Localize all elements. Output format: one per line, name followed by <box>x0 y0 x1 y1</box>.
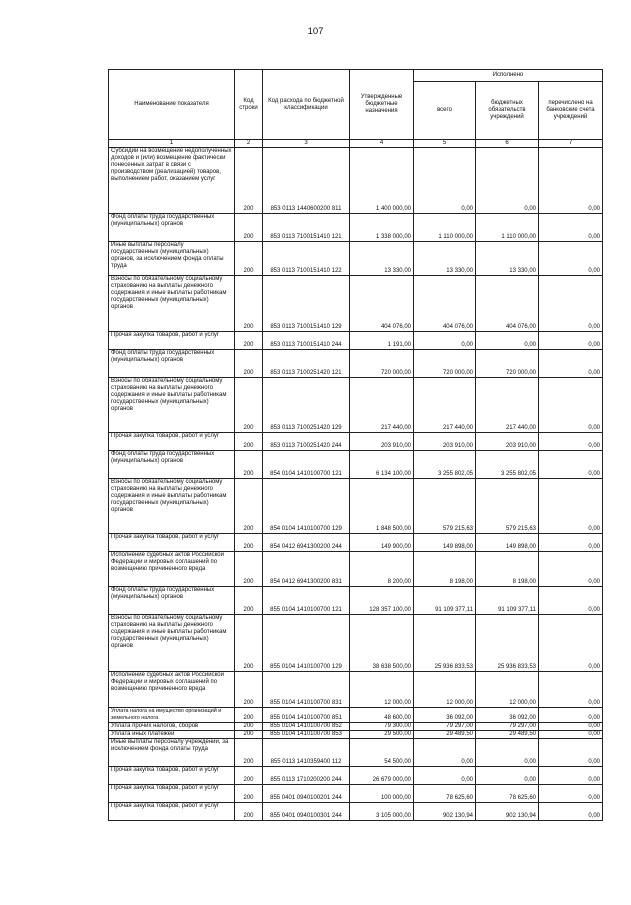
row-total: 12 000,00 <box>414 672 476 708</box>
row-line: 200 <box>235 552 263 587</box>
row-obligations: 404 076,00 <box>476 276 539 332</box>
row-name: Взносы по обязательному социальному страхованию на выплаты денежного содержания и иные выплаты работникам государственных (муниципальных) органов <box>109 378 235 433</box>
row-approved: 38 638 500,00 <box>350 615 414 672</box>
col-number-3: 3 <box>263 140 350 148</box>
row-total: 902 130,94 <box>414 803 476 821</box>
row-name: Исполнение судебных актов Российской Федерации и мировых соглашений по возмещению причиненного вреда <box>109 672 235 708</box>
row-total: 579 215,63 <box>414 479 476 534</box>
row-approved: 12 000,00 <box>350 672 414 708</box>
row-name: Прочая закупка товаров, работ и услуг <box>109 785 235 803</box>
row-obligations: 0,00 <box>476 739 539 767</box>
row-total: 36 092,00 <box>414 708 476 723</box>
row-obligations: 1 110 000,00 <box>476 214 539 242</box>
row-transfers: 0,00 <box>539 615 603 672</box>
row-approved: 1 400 000,00 <box>350 148 414 214</box>
row-total: 29 489,50 <box>414 731 476 739</box>
row-code: 855 0104 1410100700 831 <box>263 672 350 708</box>
row-transfers: 0,00 <box>539 332 603 350</box>
table-row <box>109 148 603 214</box>
row-transfers: 0,00 <box>539 242 603 276</box>
table-row <box>109 350 603 378</box>
row-approved: 79 300,00 <box>350 723 414 731</box>
row-total: 1 110 000,00 <box>414 214 476 242</box>
row-obligations: 79 297,00 <box>476 723 539 731</box>
header-total: всего <box>414 82 476 140</box>
row-transfers: 0,00 <box>539 587 603 615</box>
row-line: 200 <box>235 276 263 332</box>
row-approved: 6 134 100,00 <box>350 451 414 479</box>
row-transfers: 0,00 <box>539 803 603 821</box>
row-transfers: 0,00 <box>539 350 603 378</box>
row-name: Фонд оплаты труда государственных (муниципальных) органов <box>109 451 235 479</box>
row-name: Прочая закупка товаров, работ и услуг <box>109 534 235 552</box>
row-transfers: 0,00 <box>539 552 603 587</box>
row-name: Исполнение судебных актов Российской Федерации и мировых соглашений по возмещению причиненного вреда <box>109 552 235 587</box>
row-code: 853 0113 7100251420 244 <box>263 433 350 451</box>
row-code: 853 0113 7100251420 121 <box>263 350 350 378</box>
table-row <box>109 723 603 731</box>
row-line: 200 <box>235 433 263 451</box>
table-row <box>109 615 603 672</box>
header-obligations: бюджетных обязательств учреждений <box>476 82 539 140</box>
row-name: Фонд оплаты труда государственных (муниципальных) органов <box>109 350 235 378</box>
row-code: 853 0113 7100151410 121 <box>263 214 350 242</box>
row-name: Взносы по обязательному социальному страхованию на выплаты денежного содержания и иные выплаты работникам государственных (муниципальных) органов <box>109 615 235 672</box>
row-transfers: 0,00 <box>539 433 603 451</box>
row-code: 854 0412 6941300200 244 <box>263 534 350 552</box>
row-transfers: 0,00 <box>539 723 603 731</box>
table-row <box>109 276 603 332</box>
table-row <box>109 433 603 451</box>
header-line-code: Код строки <box>235 70 263 140</box>
row-obligations: 203 910,00 <box>476 433 539 451</box>
row-line: 200 <box>235 723 263 731</box>
row-obligations: 579 215,63 <box>476 479 539 534</box>
row-code: 853 0113 7100251420 129 <box>263 378 350 433</box>
row-total: 0,00 <box>414 332 476 350</box>
row-obligations: 902 130,94 <box>476 803 539 821</box>
row-line: 200 <box>235 785 263 803</box>
table-row <box>109 378 603 433</box>
row-obligations: 3 255 802,05 <box>476 451 539 479</box>
row-transfers: 0,00 <box>539 708 603 723</box>
header-name: Наименование показателя <box>109 70 235 140</box>
row-line: 200 <box>235 739 263 767</box>
row-code: 855 0104 1410100700 851 <box>263 708 350 723</box>
row-total: 78 625,60 <box>414 785 476 803</box>
row-line: 200 <box>235 587 263 615</box>
row-approved: 1 191,00 <box>350 332 414 350</box>
row-total: 149 898,00 <box>414 534 476 552</box>
row-line: 200 <box>235 803 263 821</box>
row-name: Прочая закупка товаров, работ и услуг <box>109 803 235 821</box>
header-budget-code: Код расхода по бюджетной классификации <box>263 70 350 140</box>
row-transfers: 0,00 <box>539 148 603 214</box>
row-obligations: 720 000,00 <box>476 350 539 378</box>
row-approved: 48 600,00 <box>350 708 414 723</box>
col-number-6: 6 <box>476 140 539 148</box>
row-code: 854 0104 1410100700 129 <box>263 479 350 534</box>
row-total: 720 000,00 <box>414 350 476 378</box>
page-number: 107 <box>307 26 324 37</box>
table-row <box>109 534 603 552</box>
row-code: 855 0104 1410100700 129 <box>263 615 350 672</box>
row-name: Прочая закупка товаров, работ и услуг <box>109 767 235 785</box>
row-line: 200 <box>235 451 263 479</box>
row-line: 200 <box>235 350 263 378</box>
row-name: Прочая закупка товаров, работ и услуг <box>109 433 235 451</box>
table-row <box>109 785 603 803</box>
row-approved: 217 440,00 <box>350 378 414 433</box>
row-total: 25 936 833,53 <box>414 615 476 672</box>
row-name: Уплата прочих налогов, сборов <box>109 723 235 731</box>
row-line: 200 <box>235 242 263 276</box>
row-approved: 720 000,00 <box>350 350 414 378</box>
row-approved: 404 076,00 <box>350 276 414 332</box>
row-code: 854 0412 6941300200 831 <box>263 552 350 587</box>
row-transfers: 0,00 <box>539 451 603 479</box>
row-transfers: 0,00 <box>539 214 603 242</box>
col-number-5: 5 <box>414 140 476 148</box>
row-name: Прочая закупка товаров, работ и услуг <box>109 332 235 350</box>
row-obligations: 25 936 833,53 <box>476 615 539 672</box>
row-name: Уплата налога на имущество организаций и земельного налога <box>109 708 235 723</box>
table-row <box>109 332 603 350</box>
col-number-7: 7 <box>539 140 603 148</box>
table-row <box>109 552 603 587</box>
row-name: Уплата иных платежей <box>109 731 235 739</box>
row-transfers: 0,00 <box>539 534 603 552</box>
row-transfers: 0,00 <box>539 378 603 433</box>
row-approved: 29 500,00 <box>350 731 414 739</box>
row-transfers: 0,00 <box>539 672 603 708</box>
row-obligations: 91 109 377,11 <box>476 587 539 615</box>
row-code: 855 0104 1410100700 121 <box>263 587 350 615</box>
row-line: 200 <box>235 708 263 723</box>
row-approved: 3 105 000,00 <box>350 803 414 821</box>
row-name: Взносы по обязательному социальному страхованию на выплаты денежного содержания и иные выплаты работникам государственных (муниципальных) органов <box>109 479 235 534</box>
row-code: 855 0113 1710200200 244 <box>263 767 350 785</box>
header-transfers: перечислено на банковские счета учреждений <box>539 82 603 140</box>
row-obligations: 36 092,00 <box>476 708 539 723</box>
header-executed: Исполнено <box>414 70 603 82</box>
table-row <box>109 451 603 479</box>
row-line: 200 <box>235 672 263 708</box>
row-obligations: 0,00 <box>476 332 539 350</box>
table-row <box>109 242 603 276</box>
table-row <box>109 479 603 534</box>
row-line: 200 <box>235 731 263 739</box>
row-code: 855 0401 0940100201 244 <box>263 785 350 803</box>
row-total: 79 297,00 <box>414 723 476 731</box>
row-name: Фонд оплаты труда государственных (муниципальных) органов <box>109 587 235 615</box>
row-transfers: 0,00 <box>539 785 603 803</box>
col-number-2: 2 <box>235 140 263 148</box>
table-row <box>109 587 603 615</box>
row-approved: 149 900,00 <box>350 534 414 552</box>
row-obligations: 0,00 <box>476 148 539 214</box>
row-obligations: 149 898,00 <box>476 534 539 552</box>
row-total: 3 255 802,05 <box>414 451 476 479</box>
row-total: 0,00 <box>414 739 476 767</box>
col-number-1: 1 <box>109 140 235 148</box>
row-line: 200 <box>235 148 263 214</box>
row-approved: 26 679 000,00 <box>350 767 414 785</box>
row-total: 0,00 <box>414 767 476 785</box>
row-total: 91 109 377,11 <box>414 587 476 615</box>
row-code: 853 0113 1440600200 811 <box>263 148 350 214</box>
row-total: 13 330,00 <box>414 242 476 276</box>
header-approved: Утвержденные бюджетные назначения <box>350 70 414 140</box>
table-row <box>109 708 603 723</box>
row-transfers: 0,00 <box>539 731 603 739</box>
row-line: 200 <box>235 479 263 534</box>
row-approved: 54 500,00 <box>350 739 414 767</box>
row-name: Иные выплаты персоналу государственных (муниципальных) органов, за исключением фонда оплаты труда <box>109 242 235 276</box>
row-transfers: 0,00 <box>539 276 603 332</box>
row-approved: 13 330,00 <box>350 242 414 276</box>
row-total: 8 198,00 <box>414 552 476 587</box>
row-line: 200 <box>235 615 263 672</box>
row-name: Иные выплаты персоналу учреждений, за исключением фонда оплаты труда <box>109 739 235 767</box>
row-approved: 128 357 100,00 <box>350 587 414 615</box>
row-line: 200 <box>235 214 263 242</box>
row-line: 200 <box>235 767 263 785</box>
row-obligations: 8 198,00 <box>476 552 539 587</box>
table-row <box>109 214 603 242</box>
table-row <box>109 672 603 708</box>
row-total: 203 910,00 <box>414 433 476 451</box>
row-code: 853 0113 7100151410 244 <box>263 332 350 350</box>
row-line: 200 <box>235 534 263 552</box>
table-row <box>109 731 603 739</box>
row-transfers: 0,00 <box>539 739 603 767</box>
row-code: 855 0104 1410100700 852 <box>263 723 350 731</box>
row-line: 200 <box>235 332 263 350</box>
row-code: 855 0401 0940100301 244 <box>263 803 350 821</box>
row-line: 200 <box>235 378 263 433</box>
row-transfers: 0,00 <box>539 479 603 534</box>
row-total: 404 076,00 <box>414 276 476 332</box>
row-approved: 1 338 000,00 <box>350 214 414 242</box>
row-obligations: 217 440,00 <box>476 378 539 433</box>
row-obligations: 12 000,00 <box>476 672 539 708</box>
row-approved: 100 000,00 <box>350 785 414 803</box>
row-transfers: 0,00 <box>539 767 603 785</box>
row-code: 855 0104 1410100700 853 <box>263 731 350 739</box>
row-obligations: 78 625,60 <box>476 785 539 803</box>
row-code: 853 0113 7100151410 129 <box>263 276 350 332</box>
table-row <box>109 803 603 821</box>
row-name: Субсидии на возмещение недополученных доходов и (или) возмещение фактически понесенных затрат в связи с производством (реализацией) товаров, выполнением работ, оказанием услуг <box>109 148 235 214</box>
row-obligations: 0,00 <box>476 767 539 785</box>
row-obligations: 29 489,50 <box>476 731 539 739</box>
row-total: 217 440,00 <box>414 378 476 433</box>
table-row <box>109 767 603 785</box>
row-code: 853 0113 7100151410 122 <box>263 242 350 276</box>
col-number-4: 4 <box>350 140 414 148</box>
row-name: Взносы по обязательному социальному страхованию на выплаты денежного содержания и иные выплаты работникам государственных (муниципальных) органов <box>109 276 235 332</box>
budget-execution-table <box>108 69 603 821</box>
row-code: 855 0113 1410359400 112 <box>263 739 350 767</box>
row-total: 0,00 <box>414 148 476 214</box>
row-approved: 203 910,00 <box>350 433 414 451</box>
row-code: 854 0104 1410100700 121 <box>263 451 350 479</box>
row-approved: 1 848 500,00 <box>350 479 414 534</box>
row-obligations: 13 330,00 <box>476 242 539 276</box>
row-name: Фонд оплаты труда государственных (муниципальных) органов <box>109 214 235 242</box>
table-row <box>109 739 603 767</box>
row-approved: 8 200,00 <box>350 552 414 587</box>
